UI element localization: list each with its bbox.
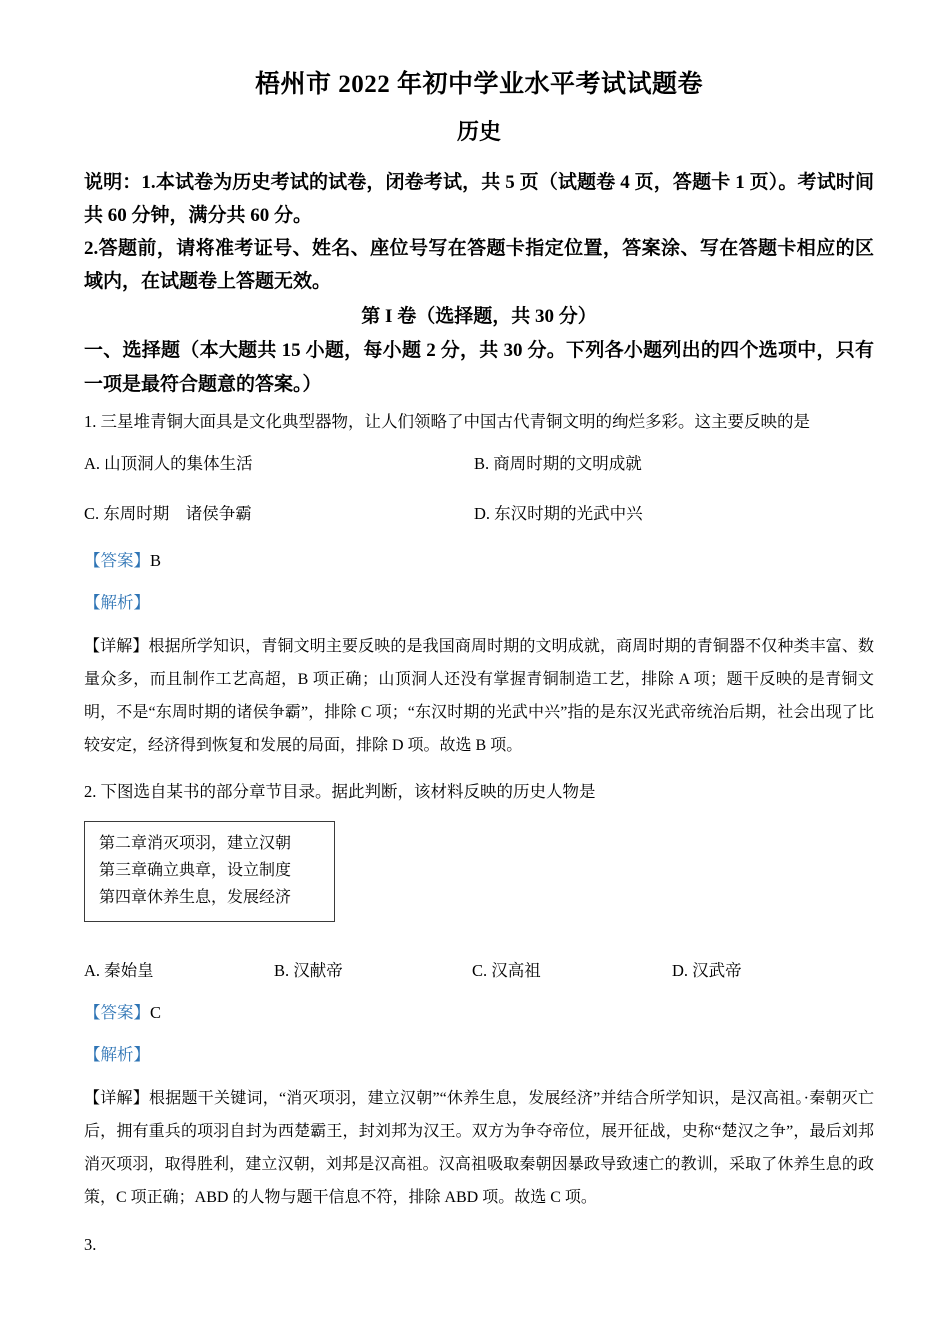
option-d[interactable]: D. 东汉时期的光武中兴 (474, 504, 643, 523)
option-c[interactable]: C. 汉高祖 (472, 961, 541, 980)
detail-text: 根据题干关键词，“消灭项羽，建立汉朝”“休养生息，发展经济”并结合所学知识，是汉高祖。·秦朝灭亡后，拥有重兵的项羽自封为西楚霸王，封刘邦为汉王。双方为争夺帝位，展开征战，史称“楚汉之争”，最后刘邦消灭项羽，取得胜利，建立汉朝，刘邦是汉高祖。汉高祖吸取秦朝因暴政导致速亡的教训，采取了休养生息的政策，C 项正确；ABD 的人物与题干信息不符，排除 ABD 项。故选 C 项。 (84, 1090, 874, 1206)
subject-title: 历史 (456, 119, 501, 144)
answer-line (84, 1000, 874, 1026)
option-b[interactable]: B. 商周时期的文明成就 (474, 454, 642, 473)
instruction-line-1: 说明：1.本试卷为历史考试的试卷，闭卷考试，共 5 页（试题卷 4 页，答题卡 1 页）。考试时间共 60 分钟，满分共 60 分。 (84, 172, 874, 226)
answer-label: 【答案】 (84, 551, 150, 570)
figure-line: 第三章确立典章，设立制度 (99, 862, 292, 879)
option-a[interactable]: A. 秦始皇 (84, 961, 154, 980)
question-block-2 (84, 778, 874, 1214)
option-a[interactable]: A. 山顶洞人的集体生活 (84, 454, 253, 473)
option-d[interactable]: D. 汉武帝 (672, 961, 742, 980)
question-options (84, 451, 874, 527)
instructions-block (84, 166, 874, 298)
option-c[interactable]: C. 东周时期 诸侯争霸 (84, 504, 252, 523)
analysis-line (84, 1042, 874, 1068)
chapter-list-figure (84, 821, 335, 922)
question-block-3: 3. (84, 1235, 97, 1254)
analysis-label: 【解析】 (84, 593, 150, 612)
answer-line (84, 548, 874, 574)
answer-label: 【答案】 (84, 1003, 150, 1022)
figure-line: 第四章休养生息，发展经济 (99, 889, 292, 906)
analysis-line (84, 590, 874, 616)
option-b[interactable]: B. 汉献帝 (274, 961, 343, 980)
analysis-label: 【解析】 (84, 1045, 150, 1064)
question-block-1 (84, 408, 874, 762)
question-stem: 2. 下图选自某书的部分章节目录。据此判断，该材料反映的历史人物是 (84, 782, 596, 801)
detail-label: 【详解】 (84, 638, 149, 655)
page-title: 梧州市 2022 年初中学业水平考试试题卷 (254, 71, 703, 98)
question-stem: 1. 三星堆青铜大面具是文化典型器物，让人们领略了中国古代青铜文明的绚烂多彩。这主要反映的是 (84, 412, 810, 431)
page-content (84, 68, 874, 1258)
answer-value: C (150, 1003, 162, 1022)
detail-paragraph (84, 630, 874, 762)
detail-label: 【详解】 (84, 1090, 149, 1107)
question-options (84, 958, 874, 984)
detail-text: 根据所学知识，青铜文明主要反映的是我国商周时期的文明成就，商周时期的青铜器不仅种类丰富、数量众多，而且制作工艺高超，B 项正确；山顶洞人还没有掌握青铜制造工艺，排除 A 项；题干反映的是青铜文明，不是“东周时期的诸侯争霸”，排除 C 项；“东汉时期的光武中兴”指的是东汉光武帝统治后期，社会出现了比较安定，经济得到恢复和发展的局面，排除 D 项。故选 B 项。 (84, 638, 874, 754)
answer-value: B (150, 551, 162, 570)
detail-paragraph (84, 1082, 874, 1214)
figure-spacer (84, 922, 874, 952)
section-intro: 一、选择题（本大题共 15 小题，每小题 2 分，共 30 分。下列各小题列出的四个选项中，只有一项是最符合题意的答案。） (84, 340, 874, 395)
instruction-line-2: 2.答题前，请将准考证号、姓名、座位号写在答题卡指定位置，答案涂、写在答题卡相应的区域内，在试题卷上答题无效。 (84, 238, 874, 292)
figure-line: 第二章消灭项羽，建立汉朝 (99, 835, 292, 852)
section-heading: 第 I 卷（选择题，共 30 分） (361, 306, 597, 327)
